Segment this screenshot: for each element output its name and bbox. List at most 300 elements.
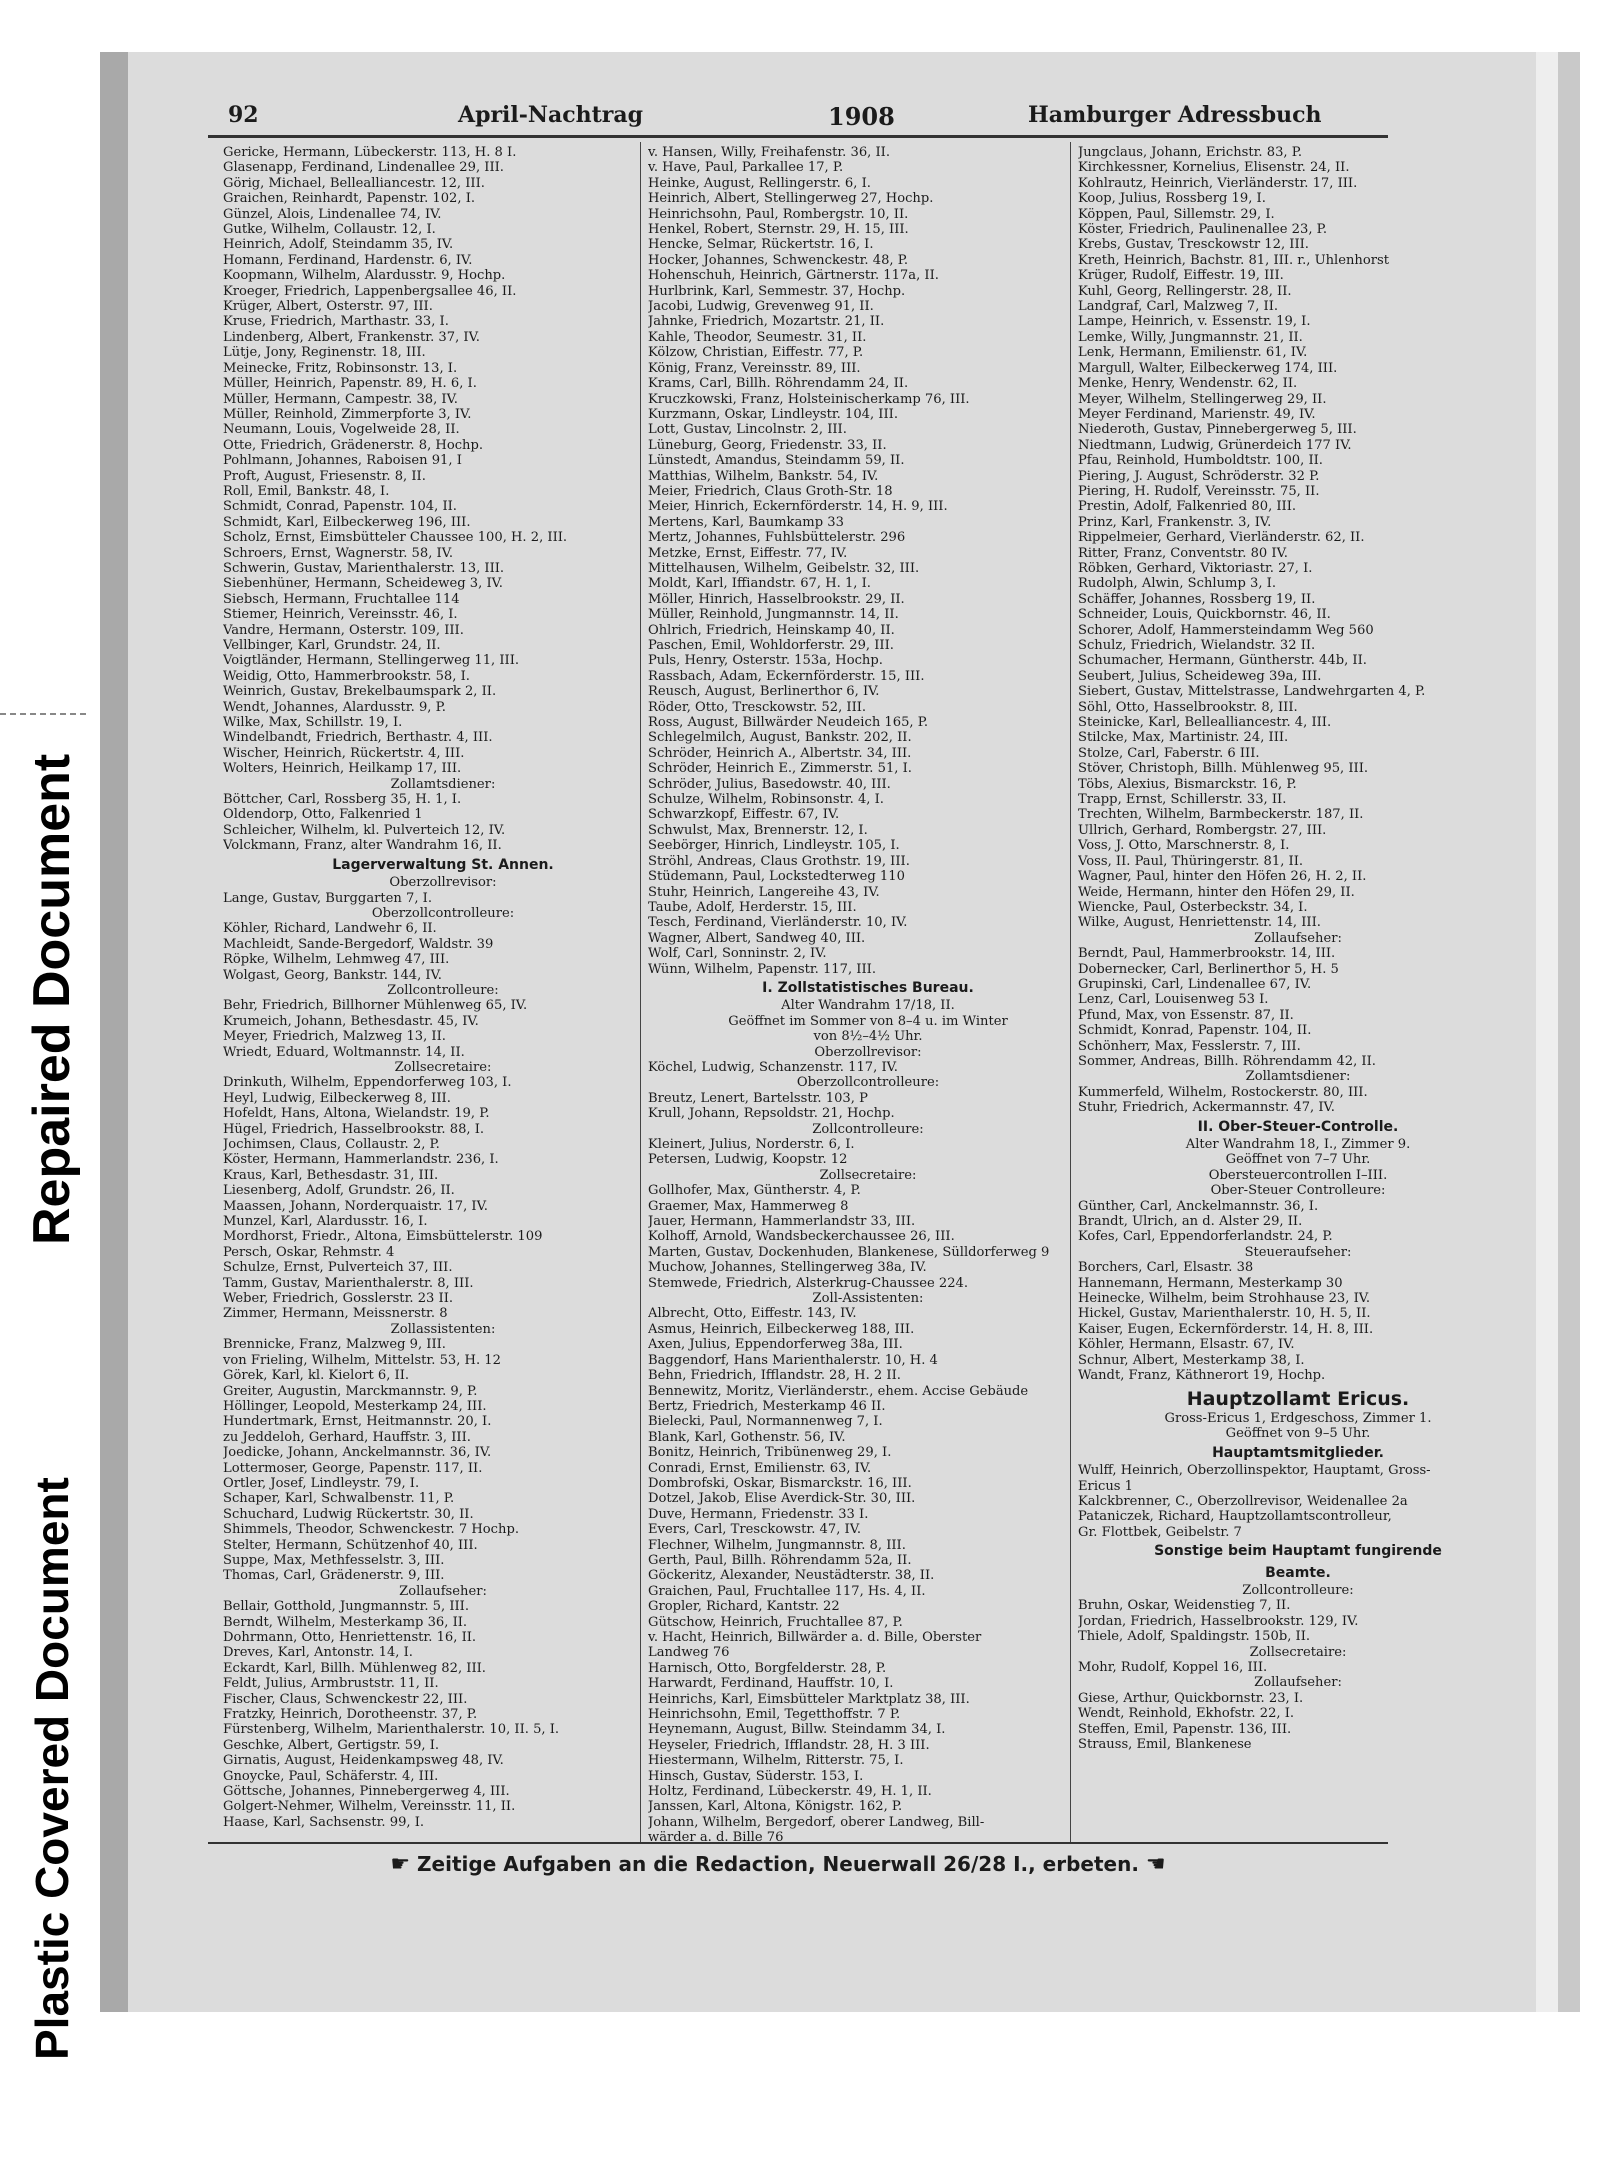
directory-entry: Heyseler, Friedrich, Ifflandstr. 28, H. 3 III. (648, 1737, 930, 1753)
directory-entry: Wünn, Wilhelm, Papenstr. 117, III. (648, 961, 876, 977)
directory-entry: Rassbach, Adam, Eckernförderstr. 15, III. (648, 668, 925, 684)
section-heading: Alter Wandrahm 18, I., Zimmer 9. (1185, 1137, 1411, 1152)
directory-entry: Niedtmann, Ludwig, Grünerdeich 177 IV. (1078, 437, 1352, 453)
directory-entry: Hinsch, Gustav, Süderstr. 153, I. (648, 1768, 864, 1784)
paper-edge (1536, 52, 1558, 2012)
directory-entry: Kruse, Friedrich, Marthastr. 33, I. (223, 314, 449, 330)
directory-entry: Matthias, Wilhelm, Bankstr. 54, IV. (648, 468, 879, 484)
directory-entry: Hiestermann, Wilhelm, Ritterstr. 75, I. (648, 1753, 904, 1769)
directory-entry: Girnatis, August, Heidenkampsweg 48, IV. (223, 1753, 504, 1769)
section-heading: Zollcontrolleure: (1242, 1582, 1354, 1598)
directory-entry: Mertz, Johannes, Fuhlsbüttelerstr. 296 (648, 530, 906, 546)
directory-entry: Greiter, Augustin, Marckmannstr. 9, P. (223, 1383, 478, 1399)
section-heading: Zollsecretaire: (1249, 1644, 1347, 1660)
directory-entry: Borchers, Carl, Elsastr. 38 (1078, 1260, 1254, 1276)
section-heading: Hauptamtsmitglieder. (1212, 1444, 1384, 1461)
directory-entry: Flechner, Wilhelm, Jungmannstr. 8, III. (648, 1537, 906, 1553)
directory-entry: Gnoycke, Paul, Schäferstr. 4, III. (223, 1768, 439, 1784)
directory-entry: Bruhn, Oskar, Weidenstieg 7, II. (1078, 1598, 1291, 1614)
directory-entry: Ross, August, Billwärder Neudeich 165, P. (648, 715, 929, 731)
directory-entry: Niederoth, Gustav, Pinnebergerweg 5, III. (1078, 422, 1357, 438)
directory-entry: v. Hacht, Heinrich, Billwärder a. d. Bille, Oberster (648, 1630, 982, 1645)
directory-entry: Dohrmann, Otto, Henriettenstr. 16, II. (223, 1630, 477, 1645)
page-number: 92 (228, 102, 259, 128)
section-heading: Hauptzollamt Ericus. (1186, 1387, 1410, 1410)
directory-entry: Behr, Friedrich, Billhorner Mühlenweg 65, IV. (223, 998, 528, 1014)
directory-entry: Moldt, Karl, Iffiandstr. 67, H. 1, I. (648, 576, 871, 592)
directory-entry: Müller, Hermann, Campestr. 38, IV. (223, 391, 458, 407)
directory-entry: Kahle, Theodor, Seumestr. 31, II. (648, 329, 867, 345)
directory-entry: Schmidt, Konrad, Papenstr. 104, II. (1078, 1023, 1312, 1039)
directory-entry: Schmidt, Conrad, Papenstr. 104, II. (223, 499, 457, 515)
directory-entry: Jacobi, Ludwig, Grevenweg 91, II. (648, 299, 874, 315)
directory-entry: Köhler, Richard, Landwehr 6, II. (223, 921, 437, 937)
directory-entry: Fratzky, Heinrich, Dorotheenstr. 37, P. (223, 1707, 478, 1723)
directory-entry: Homann, Ferdinand, Hardenstr. 6, IV. (223, 252, 473, 268)
directory-entry: Göckeritz, Alexander, Neustädterstr. 38, II. (648, 1568, 935, 1584)
directory-entry: Drinkuth, Wilhelm, Eppendorferweg 103, I. (223, 1075, 512, 1091)
directory-entry: Brandt, Ulrich, an d. Alster 29, II. (1078, 1214, 1303, 1230)
directory-entry: Pfund, Max, von Essenstr. 87, II. (1078, 1007, 1294, 1023)
section-heading: Obersteuercontrollen I–III. (1208, 1167, 1388, 1183)
directory-entry: Gr. Flottbek, Geibelstr. 7 (1078, 1524, 1242, 1540)
directory-entry: Kuhl, Georg, Rellingerstr. 28, II. (1078, 283, 1292, 299)
directory-entry: Schwarzkopf, Eiffestr. 67, IV. (648, 807, 840, 823)
directory-entry: Geschke, Albert, Gertigstr. 59, I. (223, 1737, 440, 1753)
directory-entry: Bielecki, Paul, Normannenweg 7, I. (648, 1414, 883, 1430)
directory-entry: v. Have, Paul, Parkallee 17, P. (648, 160, 844, 176)
directory-entry: Oldendorp, Otto, Falkenried 1 (223, 807, 423, 823)
directory-entry: Machleidt, Sande-Bergedorf, Waldstr. 39 (223, 936, 494, 952)
directory-entry: Wiencke, Paul, Osterbeckstr. 34, I. (1078, 899, 1308, 915)
directory-entry: Heinrich, Albert, Stellingerweg 27, Hochp. (648, 191, 934, 207)
directory-entry: Behn, Friedrich, Ifflandstr. 28, H. 2 II. (648, 1368, 901, 1384)
directory-entry: Ströhl, Andreas, Claus Grothstr. 19, III. (648, 853, 910, 869)
directory-entry: Steffen, Emil, Papenstr. 136, III. (1078, 1721, 1292, 1737)
directory-entry: Brennicke, Franz, Malzweg 9, III. (223, 1337, 446, 1353)
pointing-hand-icon: ☚ (1145, 1852, 1166, 1877)
section-heading: Beamte. (1265, 1564, 1331, 1581)
directory-entry: Holtz, Ferdinand, Lübeckerstr. 49, H. 1, II. (648, 1784, 932, 1800)
directory-entry: Graichen, Reinhardt, Papenstr. 102, I. (223, 191, 476, 207)
directory-entry: Lütje, Jony, Reginenstr. 18, III. (223, 345, 426, 361)
directory-entry: Wulff, Heinrich, Oberzollinspektor, Hauptamt, Gross- (1078, 1463, 1431, 1479)
directory-entry: Krull, Johann, Repsoldstr. 21, Hochp. (648, 1106, 895, 1122)
directory-entry: Haase, Karl, Sachsenstr. 99, I. (223, 1814, 425, 1830)
directory-entry: Siebert, Gustav, Mittelstrasse, Landwehrgarten 4, P. (1078, 684, 1426, 700)
directory-entry: Schulz, Friedrich, Wielandstr. 32 II. (1078, 638, 1316, 653)
directory-entry: Rudolph, Alwin, Schlump 3, I. (1078, 576, 1276, 592)
directory-entry: Wriedt, Eduard, Woltmannstr. 14, II. (223, 1044, 465, 1060)
directory-entry: Jochimsen, Claus, Collaustr. 2, P. (223, 1137, 440, 1152)
directory-entry: Conradi, Ernst, Emilienstr. 63, IV. (648, 1460, 872, 1476)
directory-entry: Prestin, Adolf, Falkenried 80, III. (1078, 499, 1297, 515)
directory-entry: Pfau, Reinhold, Humboldtstr. 100, II. (1078, 453, 1323, 469)
directory-entry: Meyer Ferdinand, Marienstr. 49, IV. (1078, 406, 1316, 422)
directory-entry: Golgert-Nehmer, Wilhelm, Vereinsstr. 11, II. (223, 1799, 516, 1815)
directory-entry: Mordhorst, Friedr., Altona, Eimsbüttelerstr. 109 (223, 1229, 543, 1245)
directory-entry: Stiemer, Heinrich, Vereinsstr. 46, I. (223, 607, 458, 623)
directory-entry: Kraus, Karl, Bethesdastr. 31, III. (223, 1167, 439, 1183)
directory-entry: Krüger, Rudolf, Eiffestr. 19, III. (1078, 268, 1284, 284)
directory-entry: Stöver, Christoph, Billh. Mühlenweg 95, III. (1078, 761, 1369, 777)
directory-entry: Janssen, Karl, Altona, Königstr. 162, P. (648, 1799, 903, 1815)
directory-entry: Feldt, Julius, Armbruststr. 11, II. (223, 1676, 439, 1692)
directory-entry: Fischer, Claus, Schwenckestr 22, III. (223, 1691, 468, 1707)
directory-entry: Günzel, Alois, Lindenallee 74, IV. (223, 206, 442, 222)
directory-entry: Suppe, Max, Methfesselstr. 3, III. (223, 1552, 445, 1568)
publication-title: Hamburger Adressbuch (1028, 102, 1322, 128)
directory-entry: Seubert, Julius, Scheideweg 39a, III. (1078, 668, 1322, 684)
directory-entry: Wandt, Franz, Käthnerort 19, Hochp. (1078, 1368, 1326, 1384)
directory-entry: Wilke, August, Henriettenstr. 14, III. (1078, 915, 1321, 931)
section-heading: Oberzollrevisor: (814, 1044, 922, 1060)
directory-entry: Kaiser, Eugen, Eckernförderstr. 14, H. 8, III. (1078, 1321, 1374, 1337)
directory-entry: Heinrich, Adolf, Steindamm 35, IV. (223, 237, 454, 253)
directory-entry: Hügel, Friedrich, Hasselbrookstr. 88, I. (223, 1121, 485, 1137)
directory-entry: Lindenberg, Albert, Frankenstr. 37, IV. (223, 329, 480, 345)
directory-entry: Wischer, Heinrich, Rückertstr. 4, III. (223, 745, 465, 761)
directory-entry: Jungclaus, Johann, Erichstr. 83, P. (1078, 145, 1303, 160)
directory-entry: Hundertmark, Ernst, Heitmannstr. 20, I. (223, 1414, 492, 1430)
directory-entry: Schuchard, Ludwig Rückertstr. 30, II. (223, 1506, 474, 1522)
directory-entry: Wolters, Heinrich, Heilkamp 17, III. (223, 761, 462, 777)
directory-entry: Munzel, Karl, Alardusstr. 16, I. (223, 1214, 428, 1230)
directory-entry: Köppen, Paul, Sillemstr. 29, I. (1078, 206, 1275, 222)
directory-entry: Heinecke, Wilhelm, beim Strohhause 23, IV. (1078, 1291, 1371, 1307)
section-heading: Zollamtsdiener: (390, 776, 496, 792)
directory-entry: Kummerfeld, Wilhelm, Rostockerstr. 80, III. (1078, 1084, 1368, 1100)
directory-entry: Köster, Hermann, Hammerlandstr. 236, I. (223, 1152, 499, 1168)
directory-entry: Wagner, Albert, Sandweg 40, III. (648, 930, 866, 946)
directory-entry: Schroers, Ernst, Wagnerstr. 58, IV. (223, 545, 454, 561)
directory-entry: Jauer, Hermann, Hammerlandstr 33, III. (648, 1214, 916, 1230)
directory-entry: König, Franz, Vereinsstr. 89, III. (648, 360, 861, 376)
directory-entry: Kolhoff, Arnold, Wandsbeckerchaussee 26, III. (648, 1229, 955, 1245)
directory-entry: Bertz, Friedrich, Mesterkamp 46 II. (648, 1398, 886, 1414)
directory-entry: Sommer, Andreas, Billh. Röhrendamm 42, II. (1078, 1053, 1376, 1069)
side-divider (0, 713, 86, 715)
directory-entry: Gütschow, Heinrich, Fruchtallee 87, P. (648, 1614, 903, 1630)
directory-entry: Weidig, Otto, Hammerbrookstr. 58, I. (223, 668, 470, 684)
directory-entry: Jordan, Friedrich, Hasselbrookstr. 129, IV. (1078, 1613, 1359, 1629)
directory-entry: Weber, Friedrich, Gosslerstr. 23 II. (223, 1291, 454, 1307)
side-label-strip (0, 0, 86, 2177)
directory-entry: Dombrofski, Oskar, Bismarckstr. 16, III. (648, 1475, 912, 1491)
directory-entry: Müller, Heinrich, Papenstr. 89, H. 6, I. (223, 376, 477, 392)
directory-entry: Metzke, Ernst, Eiffestr. 77, IV. (648, 545, 848, 561)
directory-entry: Schwulst, Max, Brennerstr. 12, I. (648, 822, 868, 838)
section-title: April-Nachtrag (458, 102, 644, 128)
directory-entry: Schäffer, Johannes, Rossberg 19, II. (1078, 591, 1316, 607)
directory-entry: Landgraf, Carl, Malzweg 7, II. (1078, 299, 1279, 315)
directory-entry: Prinz, Karl, Frankenstr. 3, IV. (1078, 514, 1272, 530)
directory-entry: Stuhr, Heinrich, Langereihe 43, IV. (648, 884, 880, 900)
directory-entry: Muchow, Johannes, Stellingerweg 38a, IV. (648, 1260, 927, 1276)
directory-entry: Petersen, Ludwig, Koopstr. 12 (648, 1152, 848, 1168)
paper (128, 52, 1558, 2012)
directory-entry: Lott, Gustav, Lincolnstr. 2, III. (648, 422, 847, 438)
section-heading: Alter Wandrahm 17/18, II. (781, 998, 955, 1014)
directory-entry: Ericus 1 (1078, 1478, 1133, 1494)
directory-entry: Lampe, Heinrich, v. Essenstr. 19, I. (1078, 314, 1311, 330)
scanned-page (100, 52, 1580, 2012)
section-heading: von 8½–4½ Uhr. (813, 1029, 923, 1045)
directory-entry: Schönherr, Max, Fesslerstr. 7, III. (1078, 1038, 1301, 1054)
section-heading: I. Zollstatistisches Bureau. (762, 979, 974, 996)
directory-entry: Kroeger, Friedrich, Lappenbergsallee 46, II. (223, 283, 517, 299)
binding-shadow (100, 52, 128, 2012)
directory-entry: Tamm, Gustav, Marienthalerstr. 8, III. (223, 1275, 474, 1291)
section-heading: Zollsecretaire: (394, 1059, 492, 1075)
directory-entry: Mittelhausen, Wilhelm, Geibelstr. 32, III. (648, 560, 920, 576)
directory-entry: Gropler, Richard, Kantstr. 22 (648, 1599, 840, 1615)
directory-entry: Dobernecker, Carl, Berlinerthor 5, H. 5 (1078, 961, 1339, 977)
column-2 (648, 145, 1088, 1845)
directory-entry: Höllinger, Leopold, Mesterkamp 24, III. (223, 1398, 487, 1414)
directory-entry: Liesenberg, Adolf, Grundstr. 26, II. (223, 1183, 455, 1199)
directory-entry: Gollhofer, Max, Güntherstr. 4, P. (648, 1183, 861, 1199)
directory-entry: Stilcke, Max, Martinistr. 24, III. (1078, 730, 1289, 746)
directory-entry: Röpke, Wilhelm, Lehmweg 47, III. (223, 952, 450, 968)
directory-entry: Kalckbrenner, C., Oberzollrevisor, Weidenallee 2a (1078, 1493, 1408, 1509)
directory-entry: Lünstedt, Amandus, Steindamm 59, II. (648, 453, 905, 469)
section-heading: Oberzollcontrolleure: (796, 1075, 940, 1091)
section-heading: Oberzollrevisor: (389, 875, 497, 891)
footer-rule (208, 1842, 1388, 1844)
directory-entry: Maassen, Johann, Norderquaistr. 17, IV. (223, 1198, 488, 1214)
directory-entry: Lüneburg, Georg, Friedenstr. 33, II. (648, 437, 887, 453)
section-heading: Sonstige beim Hauptamt fungirende (1154, 1543, 1442, 1560)
directory-entry: Stelter, Hermann, Schützenhof 40, III. (223, 1537, 478, 1553)
directory-entry: Harnisch, Otto, Borgfelderstr. 28, P. (648, 1660, 887, 1676)
directory-entry: Wendt, Reinhold, Ekhofstr. 22, I. (1078, 1706, 1295, 1722)
directory-entry: Henkel, Robert, Sternstr. 29, H. 15, III. (648, 222, 909, 238)
directory-entry: Böttcher, Carl, Rossberg 35, H. 1, I. (223, 792, 462, 808)
directory-entry: Lemke, Willy, Jungmannstr. 21, II. (1078, 329, 1303, 345)
directory-entry: Stemwede, Friedrich, Alsterkrug-Chaussee 224. (648, 1275, 969, 1291)
directory-entry: Krams, Carl, Billh. Röhrendamm 24, II. (648, 376, 909, 392)
directory-entry: Heinrichsohn, Emil, Tegetthoffstr. 7 P. (648, 1707, 901, 1723)
year: 1908 (828, 102, 895, 131)
directory-entry: Weide, Hermann, hinter den Höfen 29, II. (1078, 884, 1355, 900)
directory-entry: Berndt, Paul, Hammerbrookstr. 14, III. (1078, 946, 1336, 962)
directory-entry: Hohenschuh, Heinrich, Gärtnerstr. 117a, II. (648, 268, 939, 284)
directory-entry: Wolf, Carl, Sonninstr. 2, IV. (648, 946, 827, 962)
directory-entry: Thiele, Adolf, Spaldingstr. 150b, II. (1078, 1629, 1311, 1645)
directory-entry: Koopmann, Wilhelm, Alardusstr. 9, Hochp. (223, 268, 506, 284)
directory-entry: Kohlrautz, Heinrich, Vierländerstr. 17, III. (1078, 175, 1358, 191)
directory-entry: Köster, Friedrich, Paulinenallee 23, P. (1078, 222, 1327, 238)
section-heading: Zollsecretaire: (819, 1167, 917, 1183)
section-heading: Zollamtsdiener: (1245, 1069, 1351, 1085)
directory-entry: Stolze, Carl, Faberstr. 6 III. (1078, 745, 1260, 761)
directory-entry: Schorer, Adolf, Hammersteindamm Weg 560 (1078, 622, 1374, 638)
directory-entry: Kleinert, Julius, Norderstr. 6, I. (648, 1137, 855, 1152)
directory-entry: Johann, Wilhelm, Bergedorf, oberer Landweg, Bill- (648, 1814, 985, 1830)
section-heading: Ober-Steuer Controlleure: (1210, 1183, 1386, 1199)
page-header (128, 102, 1408, 136)
directory-entry: Göttsche, Johannes, Pinnebergerweg 4, III. (223, 1784, 510, 1800)
directory-entry: Grupinski, Carl, Lindenallee 67, IV. (1078, 976, 1312, 992)
directory-entry: Hurlbrink, Karl, Semmestr. 37, Hochp. (648, 283, 906, 299)
directory-entry: Mohr, Rudolf, Koppel 16, III. (1078, 1660, 1268, 1675)
directory-entry: Bellair, Gotthold, Jungmannstr. 5, III. (223, 1599, 470, 1615)
directory-entry: Heyl, Ludwig, Eilbeckerweg 8, III. (223, 1090, 451, 1106)
directory-entry: Hencke, Selmar, Rückertstr. 16, I. (648, 237, 874, 253)
directory-entry: zu Jeddeloh, Gerhard, Hauffstr. 3, III. (223, 1429, 471, 1445)
directory-entry: Lange, Gustav, Burggarten 7, I. (223, 890, 432, 906)
directory-entry: Paschen, Emil, Wohldorferstr. 29, III. (648, 638, 894, 653)
directory-entry: Pohlmann, Johannes, Raboisen 91, I (223, 453, 462, 469)
directory-entry: Heinke, August, Rellingerstr. 6, I. (648, 175, 871, 191)
directory-entry: Schumacher, Hermann, Güntherstr. 44b, II. (1078, 653, 1367, 669)
directory-entry: Harwardt, Ferdinand, Hauffstr. 10, I. (648, 1676, 894, 1692)
directory-entry: Weinrich, Gustav, Brekelbaumspark 2, II. (223, 684, 497, 700)
section-heading: Lagerverwaltung St. Annen. (332, 856, 554, 873)
section-heading: Zoll-Assistenten: (812, 1291, 924, 1307)
header-rule (208, 135, 1388, 138)
directory-entry: Ritter, Franz, Conventstr. 80 IV. (1078, 545, 1288, 561)
directory-entry: Vandre, Hermann, Osterstr. 109, III. (223, 622, 464, 638)
directory-entry: Kofes, Carl, Eppendorferlandstr. 24, P. (1078, 1229, 1333, 1245)
directory-entry: Giese, Arthur, Quickbornstr. 23, I. (1078, 1690, 1304, 1706)
directory-entry: Schröder, Julius, Basedowstr. 40, III. (648, 776, 891, 792)
directory-entry: Söhl, Otto, Hasselbrookstr. 8, III. (1078, 699, 1298, 715)
directory-entry: Dreves, Karl, Antonstr. 14, I. (223, 1645, 413, 1661)
directory-entry: Hickel, Gustav, Marienthalerstr. 10, H. 5, II. (1078, 1306, 1371, 1322)
section-heading: Zollaufseher: (1254, 1675, 1342, 1691)
section-heading: II. Ober-Steuer-Controlle. (1197, 1118, 1399, 1135)
directory-entry: Volckmann, Franz, alter Wandrahm 16, II. (223, 838, 502, 854)
directory-entry: Eckardt, Karl, Billh. Mühlenweg 82, III. (223, 1660, 486, 1676)
directory-entry: Voigtländer, Hermann, Stellingerweg 11, III. (223, 653, 520, 669)
directory-entry: Schwerin, Gustav, Marienthalerstr. 13, III. (223, 560, 505, 576)
directory-entry: Duve, Hermann, Friedenstr. 33 I. (648, 1506, 869, 1522)
section-heading: Zollassistenten: (390, 1321, 496, 1337)
directory-entry: Windelbandt, Friedrich, Berthastr. 4, III. (223, 730, 493, 746)
directory-entry: Evers, Carl, Tresckowstr. 47, IV. (648, 1522, 862, 1538)
directory-entry: Schmidt, Karl, Eilbeckerweg 196, III. (223, 514, 471, 530)
directory-entry: Ohlrich, Friedrich, Heinskamp 40, II. (648, 622, 895, 638)
directory-entry: Vellbinger, Karl, Grundstr. 24, II. (223, 638, 441, 653)
directory-entry: Rippelmeier, Gerhard, Vierländerstr. 62, II. (1078, 530, 1365, 546)
column-divider (1070, 142, 1071, 1842)
directory-entry: Görig, Michael, Bellealliancestr. 12, III. (223, 175, 485, 191)
directory-entry: Trechten, Wilhelm, Barmbeckerstr. 187, II. (1078, 807, 1364, 823)
directory-entry: Tesch, Ferdinand, Vierländerstr. 10, IV. (648, 915, 908, 931)
directory-entry: Proft, August, Friesenstr. 8, II. (223, 468, 426, 484)
section-heading: Steueraufseher: (1244, 1244, 1352, 1260)
section-heading: Zollcontrolleure: (812, 1121, 924, 1137)
directory-entry: Bonitz, Heinrich, Tribünenweg 29, I. (648, 1445, 892, 1461)
directory-entry: Ortler, Josef, Lindleystr. 79, I. (223, 1475, 420, 1491)
directory-entry: Krumeich, Johann, Bethesdastr. 45, IV. (223, 1013, 479, 1029)
section-heading: Oberzollcontrolleure: (371, 905, 515, 921)
column-1 (223, 145, 663, 1845)
directory-entry: Meyer, Wilhelm, Stellingerweg 29, II. (1078, 391, 1327, 407)
directory-entry: Shimmels, Theodor, Schwenckestr. 7 Hochp. (223, 1522, 519, 1538)
directory-entry: Stüdemann, Paul, Lockstedterweg 110 (648, 869, 905, 885)
section-heading: Zollcontrolleure: (387, 982, 499, 998)
directory-entry: Gericke, Hermann, Lübeckerstr. 113, H. 8 I. (223, 145, 517, 160)
directory-entry: Piering, H. Rudolf, Vereinsstr. 75, II. (1078, 483, 1320, 499)
directory-entry: Hofeldt, Hans, Altona, Wielandstr. 19, P. (223, 1106, 490, 1122)
directory-entry: Marten, Gustav, Dockenhuden, Blankenese, Sülldorferweg 9 (648, 1244, 1050, 1260)
directory-entry: Berndt, Wilhelm, Mesterkamp 36, II. (223, 1614, 468, 1630)
directory-entry: Seebörger, Hinrich, Lindleystr. 105, I. (648, 838, 900, 854)
directory-entry: Zimmer, Hermann, Meissnerstr. 8 (223, 1306, 448, 1322)
directory-entry: Köchel, Ludwig, Schanzenstr. 117, IV. (648, 1059, 898, 1075)
directory-entry: Persch, Oskar, Rehmstr. 4 (223, 1244, 395, 1260)
directory-entry: Fürstenberg, Wilhelm, Marienthalerstr. 10, II. 5, I. (223, 1722, 560, 1738)
directory-entry: Menke, Henry, Wendenstr. 62, II. (1078, 376, 1298, 392)
directory-entry: Schröder, Heinrich A., Albertstr. 34, III. (648, 745, 912, 761)
directory-entry: Margull, Walter, Eilbeckerweg 174, III. (1078, 360, 1338, 376)
directory-entry: Meinecke, Fritz, Robinsonstr. 13, I. (223, 360, 458, 376)
section-heading: Zollaufseher: (399, 1583, 487, 1599)
repaired-document-label: Repaired Document (23, 753, 81, 1245)
directory-entry: Möller, Hinrich, Hasselbrookstr. 29, II. (648, 591, 905, 607)
directory-entry: Puls, Henry, Osterstr. 153a, Hochp. (648, 653, 883, 669)
footer-notice (128, 1852, 1428, 1877)
directory-entry: Müller, Reinhold, Jungmannstr. 14, II. (648, 607, 899, 623)
directory-entry: Schnur, Albert, Mesterkamp 38, I. (1078, 1352, 1305, 1368)
section-heading: Geöffnet von 7–7 Uhr. (1225, 1152, 1371, 1168)
directory-entry: Müller, Reinhold, Zimmerpforte 3, IV. (223, 406, 472, 422)
directory-entry: Ullrich, Gerhard, Rombergstr. 27, III. (1078, 822, 1327, 838)
directory-entry: Piering, J. August, Schröderstr. 32 P. (1078, 468, 1320, 484)
column-3 (1078, 145, 1518, 1845)
directory-entry: Asmus, Heinrich, Eilbeckerweg 188, III. (648, 1321, 915, 1337)
directory-entry: wärder a. d. Bille 76 (648, 1830, 784, 1845)
directory-entry: Krebs, Gustav, Tresckowstr 12, III. (1078, 237, 1309, 253)
section-heading: Geöffnet im Sommer von 8–4 u. im Winter (728, 1013, 1008, 1029)
directory-entry: Schröder, Heinrich E., Zimmerstr. 51, I. (648, 761, 912, 777)
directory-entry: Kurzmann, Oskar, Lindleystr. 104, III. (648, 406, 898, 422)
directory-entry: Bennewitz, Moritz, Vierländerstr., ehem. Accise Gebäude (648, 1383, 1029, 1399)
directory-entry: Gutke, Wilhelm, Collaustr. 12, I. (223, 222, 436, 238)
directory-entry: Breutz, Lenert, Bartelsstr. 103, P (648, 1090, 868, 1106)
directory-entry: Heynemann, August, Billw. Steindamm 34, I. (648, 1722, 946, 1738)
directory-entry: Heinrichsohn, Paul, Rombergstr. 10, II. (648, 206, 909, 222)
directory-entry: Schlegelmilch, August, Bankstr. 202, II. (648, 730, 912, 746)
directory-entry: Lenk, Hermann, Emilienstr. 61, IV. (1078, 345, 1308, 361)
directory-entry: Röder, Otto, Tresckowstr. 52, III. (648, 699, 867, 715)
directory-entry: Siebsch, Hermann, Fruchtallee 114 (223, 591, 460, 607)
directory-entry: Jahnke, Friedrich, Mozartstr. 21, II. (648, 314, 885, 330)
directory-entry: v. Hansen, Willy, Freihafenstr. 36, II. (648, 145, 890, 160)
footer-text: Zeitige Aufgaben an die Redaction, Neuerwall 26/28 I., erbeten. (417, 1852, 1139, 1876)
directory-entry: Schleicher, Wilhelm, kl. Pulverteich 12, IV. (223, 822, 506, 838)
directory-entry: Siebenhüner, Hermann, Scheideweg 3, IV. (223, 576, 503, 592)
directory-entry: von Frieling, Wilhelm, Mittelstr. 53, H. 12 (223, 1352, 501, 1368)
directory-entry: Graichen, Paul, Fruchtallee 117, Hs. 4, II. (648, 1583, 926, 1599)
directory-entry: Dotzel, Jakob, Elise Averdick-Str. 30, III. (648, 1491, 916, 1507)
directory-entry: Wilke, Max, Schillstr. 19, I. (223, 715, 403, 731)
directory-entry: Kirchkessner, Kornelius, Elisenstr. 24, II. (1078, 160, 1350, 176)
directory-entry: Meyer, Friedrich, Malzweg 13, II. (223, 1029, 446, 1045)
directory-entry: Strauss, Emil, Blankenese (1078, 1737, 1252, 1753)
directory-entry: Schaper, Karl, Schwalbenstr. 11, P. (223, 1491, 455, 1507)
directory-entry: Wendt, Johannes, Alardusstr. 9, P. (223, 699, 446, 715)
directory-entry: Köhler, Hermann, Elsastr. 67, IV. (1078, 1337, 1295, 1353)
directory-entry: Schulze, Ernst, Pulverteich 37, III. (223, 1260, 453, 1276)
directory-entry: Meier, Hinrich, Eckernförderstr. 14, H. 9, III. (648, 499, 948, 515)
directory-entry: Hannemann, Hermann, Mesterkamp 30 (1078, 1275, 1343, 1291)
directory-entry: Kreth, Heinrich, Bachstr. 81, III. r., Uhlenhorst (1078, 252, 1389, 268)
pointing-hand-icon: ☛ (390, 1852, 411, 1877)
